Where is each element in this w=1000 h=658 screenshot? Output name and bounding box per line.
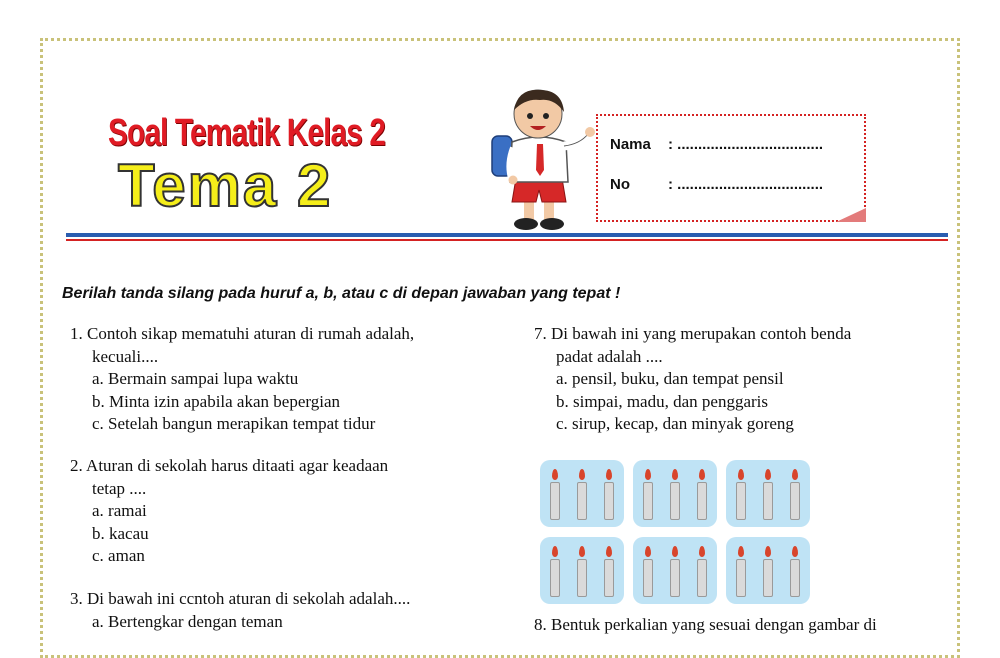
candle-icon	[763, 482, 773, 520]
flame-icon	[579, 546, 585, 557]
question-7-option-b[interactable]: b. simpai, madu, dan penggaris	[556, 391, 768, 411]
flame-icon	[738, 546, 744, 557]
question-2	[70, 455, 388, 568]
candle-group-box	[540, 537, 624, 604]
candle-icon	[577, 559, 587, 597]
question-2-option-b[interactable]: b. kacau	[92, 523, 149, 543]
question-1-text: 1. Contoh sikap mematuhi aturan di rumah adalah,	[70, 324, 415, 343]
question-7-text: 7. Di bawah ini yang merupakan contoh benda	[534, 324, 852, 343]
question-1-option-c[interactable]: c. Setelah bangun merapikan tempat tidur	[92, 414, 376, 433]
question-7-option-a[interactable]: a. pensil, buku, dan tempat pensil	[556, 369, 784, 388]
candle-icon	[736, 482, 746, 520]
flame-icon	[765, 546, 771, 557]
candle-group-box	[633, 537, 717, 604]
question-7-option-c[interactable]: c. sirup, kecap, dan minyak goreng	[556, 414, 794, 433]
candle-icon	[670, 482, 680, 520]
question-2-text-cont: tetap ....	[92, 478, 147, 498]
candle-icon	[604, 559, 614, 597]
flame-icon	[579, 469, 585, 480]
candle-icon	[790, 559, 800, 597]
flame-icon	[606, 546, 612, 557]
question-1-option-a[interactable]: a. Bermain sampai lupa waktu	[92, 369, 299, 388]
question-1-text-cont: kecuali....	[92, 346, 159, 366]
identity-box	[596, 114, 866, 222]
page-curl	[836, 208, 866, 222]
candle-group-box	[726, 460, 810, 527]
name-label: Nama	[610, 136, 651, 153]
question-1-option-b[interactable]: b. Minta izin apabila akan bepergian	[92, 391, 340, 411]
flame-icon	[552, 546, 558, 557]
candle-icon	[763, 559, 773, 597]
flame-icon	[606, 469, 612, 480]
candle-group-box	[540, 460, 624, 527]
flame-icon	[672, 546, 678, 557]
candle-icon	[643, 482, 653, 520]
question-2-option-c[interactable]: c. aman	[92, 546, 145, 565]
flame-icon	[699, 469, 705, 480]
question-3	[70, 588, 410, 633]
header-rule-red	[66, 239, 948, 241]
question-2-option-a[interactable]: a. ramai	[92, 501, 147, 520]
candle-group-box	[633, 460, 717, 527]
question-7	[534, 323, 851, 436]
candle-icon	[697, 482, 707, 520]
candle-icon	[604, 482, 614, 520]
flame-icon	[645, 546, 651, 557]
name-field[interactable]: : ...................................	[668, 136, 824, 153]
candle-icon	[670, 559, 680, 597]
flame-icon	[765, 469, 771, 480]
candle-icon	[550, 482, 560, 520]
flame-icon	[672, 469, 678, 480]
question-2-text: 2. Aturan di sekolah harus ditaati agar keadaan	[70, 456, 389, 475]
number-label: No	[610, 176, 630, 193]
title-subject: Soal Tematik Kelas 2	[108, 112, 386, 154]
header-rule-blue	[66, 233, 948, 237]
candle-icon	[643, 559, 653, 597]
flame-icon	[645, 469, 651, 480]
student-illustration	[488, 86, 600, 232]
flame-icon	[792, 469, 798, 480]
instruction-text: Berilah tanda silang pada huruf a, b, atau c di depan jawaban yang tepat !	[62, 285, 621, 302]
question-8	[534, 614, 877, 637]
candle-icon	[790, 482, 800, 520]
flame-icon	[552, 469, 558, 480]
candle-icon	[697, 559, 707, 597]
candle-icon	[577, 482, 587, 520]
flame-icon	[699, 546, 705, 557]
question-1	[70, 323, 414, 436]
candle-icon	[550, 559, 560, 597]
question-8-text: 8. Bentuk perkalian yang sesuai dengan gambar di	[534, 615, 877, 634]
candle-group-box	[726, 537, 810, 604]
flame-icon	[792, 546, 798, 557]
number-field[interactable]: : ...................................	[668, 176, 824, 193]
flame-icon	[738, 469, 744, 480]
question-7-text-cont: padat adalah ....	[556, 346, 663, 366]
question-3-option-a[interactable]: a. Bertengkar dengan teman	[92, 611, 283, 631]
candle-icon	[736, 559, 746, 597]
question-3-text: 3. Di bawah ini ccntoh aturan di sekolah adalah....	[70, 589, 411, 608]
title-theme: Tema 2	[118, 152, 333, 219]
